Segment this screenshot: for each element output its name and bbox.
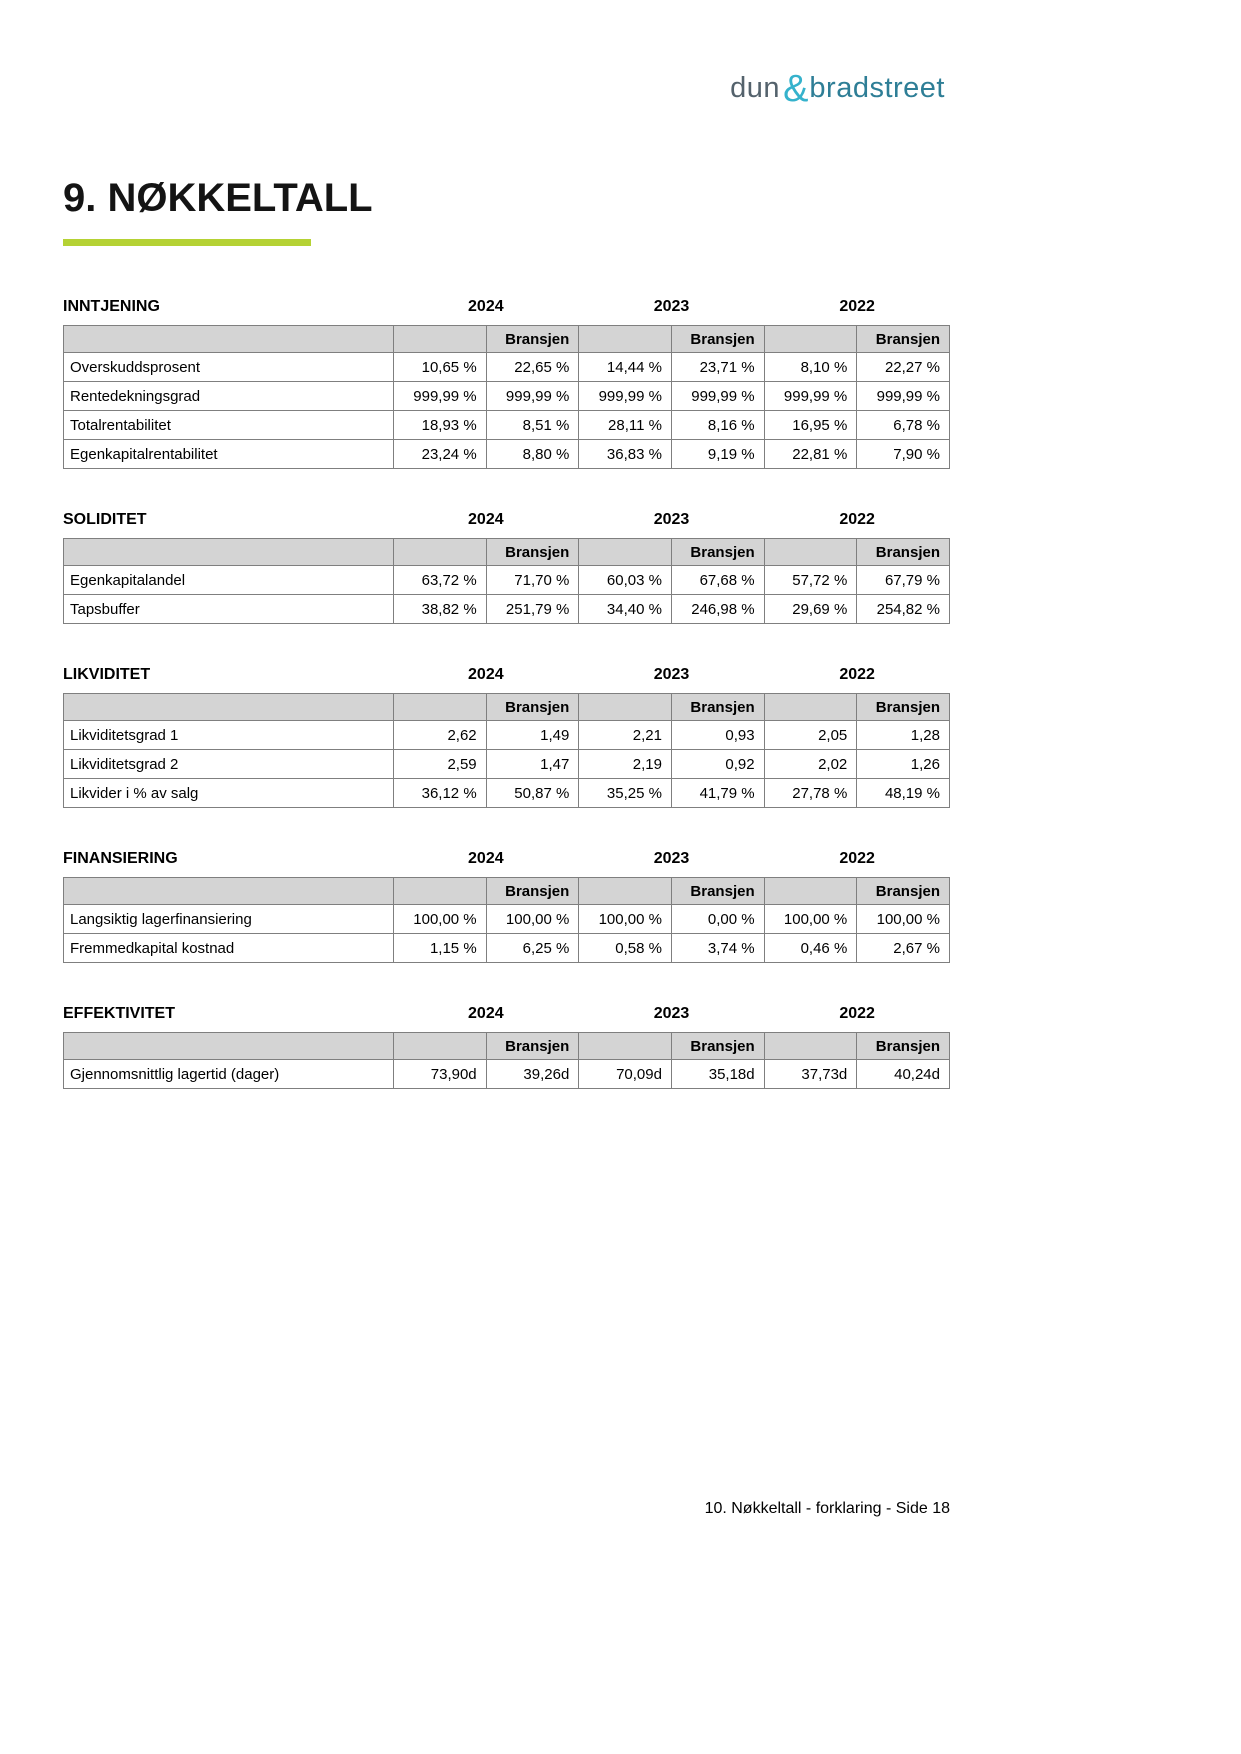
- value-cell: 1,28: [857, 721, 950, 750]
- logo-text-bradstreet: bradstreet: [809, 72, 945, 104]
- empty-header-cell: [579, 326, 672, 353]
- table-row: [64, 934, 950, 963]
- row-label: Tapsbuffer: [64, 595, 394, 624]
- value-cell: 1,47: [486, 750, 579, 779]
- value-cell: 100,00 %: [764, 905, 857, 934]
- row-label: Overskuddsprosent: [64, 353, 394, 382]
- value-cell: 29,69 %: [764, 595, 857, 624]
- value-cell: 14,44 %: [579, 353, 672, 382]
- value-cell: 63,72 %: [394, 566, 487, 595]
- value-cell: 999,99 %: [857, 382, 950, 411]
- section-soliditet: [63, 511, 950, 624]
- value-cell: 16,95 %: [764, 411, 857, 440]
- section-title: EFFEKTIVITET: [63, 1005, 175, 1022]
- value-cell: 27,78 %: [764, 779, 857, 808]
- year-2022: 2022: [839, 511, 875, 528]
- value-cell: 71,70 %: [486, 566, 579, 595]
- empty-header-cell: [579, 878, 672, 905]
- value-cell: 23,71 %: [671, 353, 764, 382]
- value-cell: 8,10 %: [764, 353, 857, 382]
- table-row: [64, 750, 950, 779]
- title-accent-bar: [63, 239, 311, 246]
- bransjen-header: Bransjen: [857, 1033, 950, 1060]
- value-cell: 7,90 %: [857, 440, 950, 469]
- empty-header-cell: [579, 694, 672, 721]
- value-cell: 57,72 %: [764, 566, 857, 595]
- bransjen-header: Bransjen: [857, 878, 950, 905]
- bransjen-header: Bransjen: [486, 694, 579, 721]
- empty-header-cell: [764, 1033, 857, 1060]
- value-cell: 999,99 %: [486, 382, 579, 411]
- value-cell: 60,03 %: [579, 566, 672, 595]
- page-content: [63, 0, 950, 1131]
- empty-header-cell: [394, 878, 487, 905]
- table-header-row: [64, 878, 950, 905]
- table-row: [64, 353, 950, 382]
- logo-text-dun: dun: [730, 72, 781, 104]
- bransjen-header: Bransjen: [857, 326, 950, 353]
- value-cell: 999,99 %: [579, 382, 672, 411]
- value-cell: 2,02: [764, 750, 857, 779]
- value-cell: 41,79 %: [671, 779, 764, 808]
- section-header: [63, 511, 950, 529]
- year-2023: 2023: [653, 1005, 690, 1022]
- table-header-row: [64, 539, 950, 566]
- value-cell: 1,15 %: [394, 934, 487, 963]
- year-2024: 2024: [468, 850, 504, 867]
- value-cell: 2,19: [579, 750, 672, 779]
- empty-header-cell: [64, 1033, 394, 1060]
- bransjen-header: Bransjen: [671, 539, 764, 566]
- value-cell: 9,19 %: [671, 440, 764, 469]
- year-2023: 2023: [653, 511, 690, 528]
- value-cell: 67,68 %: [671, 566, 764, 595]
- row-label: Egenkapitalrentabilitet: [64, 440, 394, 469]
- empty-header-cell: [764, 326, 857, 353]
- section-title: LIKVIDITET: [63, 666, 151, 683]
- table-row: [64, 411, 950, 440]
- bransjen-header: Bransjen: [486, 539, 579, 566]
- value-cell: 48,19 %: [857, 779, 950, 808]
- value-cell: 36,12 %: [394, 779, 487, 808]
- bransjen-header: Bransjen: [671, 878, 764, 905]
- table-row: [64, 566, 950, 595]
- bransjen-header: Bransjen: [486, 326, 579, 353]
- soliditet-table: [63, 538, 950, 624]
- value-cell: 38,82 %: [394, 595, 487, 624]
- value-cell: 1,49: [486, 721, 579, 750]
- value-cell: 40,24d: [857, 1060, 950, 1089]
- year-2024: 2024: [468, 1005, 504, 1022]
- empty-header-cell: [394, 326, 487, 353]
- value-cell: 2,67 %: [857, 934, 950, 963]
- section-header: [63, 850, 950, 868]
- value-cell: 36,83 %: [579, 440, 672, 469]
- value-cell: 2,21: [579, 721, 672, 750]
- year-2024: 2024: [468, 666, 504, 683]
- value-cell: 999,99 %: [764, 382, 857, 411]
- table-header-row: [64, 1033, 950, 1060]
- value-cell: 1,26: [857, 750, 950, 779]
- bransjen-header: Bransjen: [486, 878, 579, 905]
- table-row: [64, 440, 950, 469]
- section-header: [63, 666, 950, 684]
- value-cell: 6,78 %: [857, 411, 950, 440]
- value-cell: 8,80 %: [486, 440, 579, 469]
- table-row: [64, 595, 950, 624]
- section-title: INNTJENING: [63, 298, 160, 315]
- value-cell: 246,98 %: [671, 595, 764, 624]
- empty-header-cell: [64, 878, 394, 905]
- empty-header-cell: [764, 539, 857, 566]
- value-cell: 18,93 %: [394, 411, 487, 440]
- bransjen-header: Bransjen: [857, 694, 950, 721]
- bransjen-header: Bransjen: [671, 694, 764, 721]
- empty-header-cell: [394, 1033, 487, 1060]
- bransjen-header: Bransjen: [671, 326, 764, 353]
- likviditet-table: [63, 693, 950, 808]
- value-cell: 28,11 %: [579, 411, 672, 440]
- empty-header-cell: [764, 694, 857, 721]
- value-cell: 39,26d: [486, 1060, 579, 1089]
- value-cell: 999,99 %: [394, 382, 487, 411]
- value-cell: 999,99 %: [671, 382, 764, 411]
- bransjen-header: Bransjen: [671, 1033, 764, 1060]
- empty-header-cell: [64, 694, 394, 721]
- year-2022: 2022: [839, 298, 875, 315]
- row-label: Totalrentabilitet: [64, 411, 394, 440]
- row-label: Likviditetsgrad 1: [64, 721, 394, 750]
- row-label: Fremmedkapital kostnad: [64, 934, 394, 963]
- empty-header-cell: [64, 326, 394, 353]
- value-cell: 50,87 %: [486, 779, 579, 808]
- value-cell: 37,73d: [764, 1060, 857, 1089]
- value-cell: 2,62: [394, 721, 487, 750]
- value-cell: 34,40 %: [579, 595, 672, 624]
- table-row: [64, 382, 950, 411]
- finansiering-table: [63, 877, 950, 963]
- year-2024: 2024: [468, 511, 504, 528]
- value-cell: 70,09d: [579, 1060, 672, 1089]
- row-label: Egenkapitalandel: [64, 566, 394, 595]
- section-title: FINANSIERING: [63, 850, 178, 867]
- value-cell: 35,18d: [671, 1060, 764, 1089]
- value-cell: 67,79 %: [857, 566, 950, 595]
- value-cell: 23,24 %: [394, 440, 487, 469]
- value-cell: 251,79 %: [486, 595, 579, 624]
- bransjen-header: Bransjen: [857, 539, 950, 566]
- value-cell: 8,16 %: [671, 411, 764, 440]
- section-likviditet: [63, 666, 950, 808]
- year-2024: 2024: [468, 298, 504, 315]
- table-row: [64, 905, 950, 934]
- logo-ampersand-icon: &: [783, 68, 809, 110]
- value-cell: 10,65 %: [394, 353, 487, 382]
- row-label: Rentedekningsgrad: [64, 382, 394, 411]
- value-cell: 100,00 %: [579, 905, 672, 934]
- year-2023: 2023: [653, 298, 690, 315]
- value-cell: 3,74 %: [671, 934, 764, 963]
- section-finansiering: [63, 850, 950, 963]
- value-cell: 8,51 %: [486, 411, 579, 440]
- bransjen-header: Bransjen: [486, 1033, 579, 1060]
- value-cell: 0,92: [671, 750, 764, 779]
- table-row: [64, 1060, 950, 1089]
- effektivitet-table: [63, 1032, 950, 1089]
- section-header: [63, 1005, 950, 1023]
- value-cell: 254,82 %: [857, 595, 950, 624]
- page-footer: 10. Nøkkeltall - forklaring - Side 18: [704, 1500, 950, 1517]
- section-title: SOLIDITET: [63, 511, 147, 528]
- value-cell: 2,05: [764, 721, 857, 750]
- year-2022: 2022: [839, 666, 875, 683]
- value-cell: 0,46 %: [764, 934, 857, 963]
- row-label: Likviditetsgrad 2: [64, 750, 394, 779]
- page-title: 9. NØKKELTALL: [63, 176, 373, 220]
- year-2023: 2023: [653, 850, 690, 867]
- section-header: [63, 298, 950, 316]
- table-row: [64, 721, 950, 750]
- value-cell: 2,59: [394, 750, 487, 779]
- table-header-row: [64, 326, 950, 353]
- year-2022: 2022: [839, 850, 875, 867]
- empty-header-cell: [579, 1033, 672, 1060]
- row-label: Langsiktig lagerfinansiering: [64, 905, 394, 934]
- value-cell: 0,00 %: [671, 905, 764, 934]
- table-header-row: [64, 694, 950, 721]
- empty-header-cell: [764, 878, 857, 905]
- empty-header-cell: [394, 539, 487, 566]
- row-label: Likvider i % av salg: [64, 779, 394, 808]
- section-inntjening: [63, 298, 950, 469]
- value-cell: 22,27 %: [857, 353, 950, 382]
- section-effektivitet: [63, 1005, 950, 1089]
- value-cell: 100,00 %: [394, 905, 487, 934]
- value-cell: 73,90d: [394, 1060, 487, 1089]
- table-row: [64, 779, 950, 808]
- value-cell: 100,00 %: [857, 905, 950, 934]
- row-label: Gjennomsnittlig lagertid (dager): [64, 1060, 394, 1089]
- value-cell: 22,81 %: [764, 440, 857, 469]
- year-2022: 2022: [839, 1005, 875, 1022]
- value-cell: 0,93: [671, 721, 764, 750]
- empty-header-cell: [579, 539, 672, 566]
- value-cell: 6,25 %: [486, 934, 579, 963]
- value-cell: 100,00 %: [486, 905, 579, 934]
- empty-header-cell: [394, 694, 487, 721]
- value-cell: 0,58 %: [579, 934, 672, 963]
- value-cell: 35,25 %: [579, 779, 672, 808]
- value-cell: 22,65 %: [486, 353, 579, 382]
- inntjening-table: [63, 325, 950, 469]
- year-2023: 2023: [653, 666, 690, 683]
- empty-header-cell: [64, 539, 394, 566]
